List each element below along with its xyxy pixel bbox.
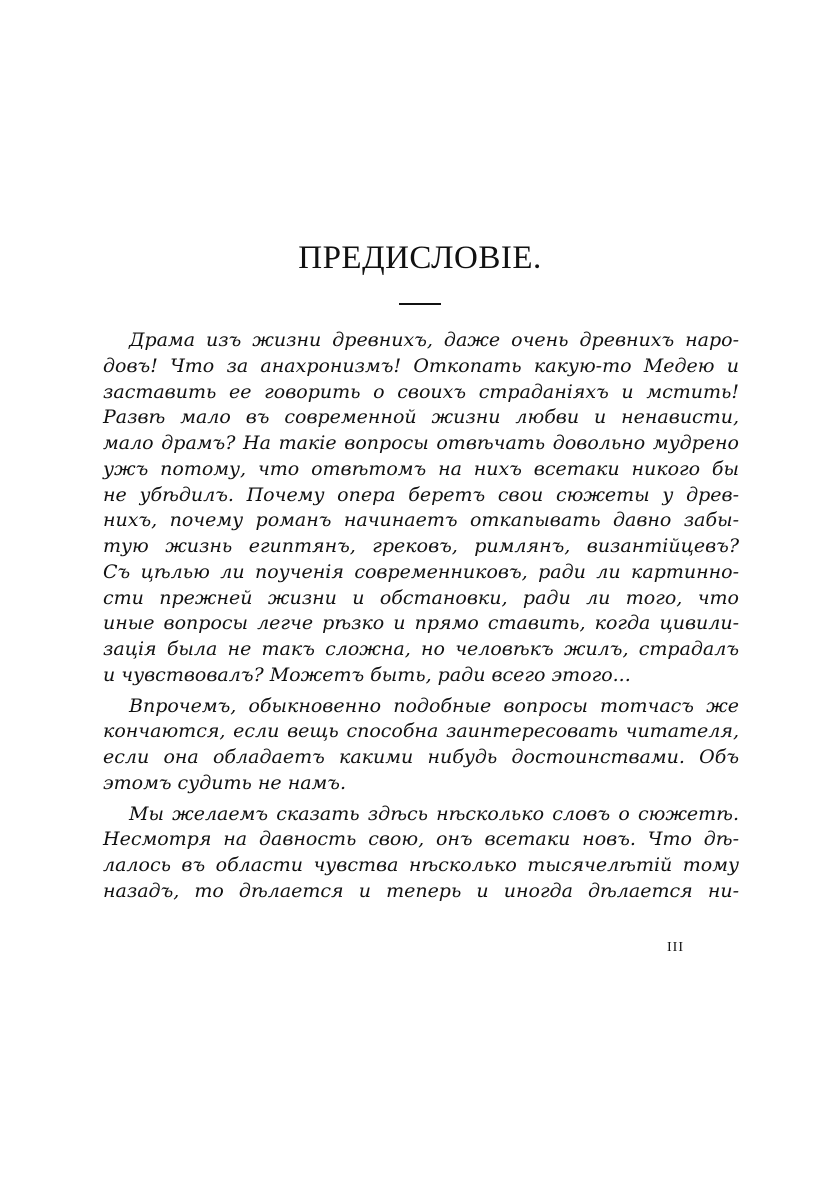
text-line: кончаются, если вещь способна заинтересовать читателя, [103, 720, 739, 743]
text-line: лалось въ области чувства нѣсколько тысячелѣтій тому [103, 854, 739, 876]
text-line: не убѣдилъ. Почему опера беретъ свои сюжеты у древ- [103, 483, 739, 506]
text-line: Мы желаемъ сказать здѣсь нѣсколько словъ о сюжетѣ. [129, 802, 739, 825]
title-divider [399, 303, 441, 305]
text-line: зація была не такъ сложна, но человѣкъ жилъ, страдалъ [103, 638, 739, 660]
preface-body [103, 328, 739, 905]
text-line: и чувствовалъ? Можетъ быть, ради всего этого... [103, 663, 631, 686]
text-line: ужъ потому, что отвѣтомъ на нихъ всетаки никого бы [103, 457, 739, 480]
text-line: иные вопросы легче рѣзко и прямо ставить, когда цивили- [103, 612, 739, 635]
text-line: Несмотря на давность свою, онъ всетаки новъ. Что дѣ- [103, 828, 739, 851]
text-line: нихъ, почему романъ начинаетъ откапывать давно забы- [103, 509, 739, 532]
page-number: III [667, 940, 684, 955]
text-line: если она обладаетъ какими нибудь достоинствами. Объ [103, 746, 739, 768]
page-title: ПРЕДИСЛОВІЕ. [298, 240, 542, 276]
text-line: Драма изъ жизни древнихъ, даже очень древнихъ наро- [129, 329, 739, 351]
paragraph-2 [103, 694, 739, 797]
text-line: Развѣ мало въ современной жизни любви и ненависти, [103, 406, 739, 429]
text-line: назадъ, то дѣлается и теперь и иногда дѣлается ни- [103, 879, 739, 902]
paragraph-3 [103, 802, 739, 905]
text-line: сти прежней жизни и обстановки, ради ли того, что [103, 586, 739, 609]
text-line: Съ цѣлью ли поученія современниковъ, ради ли картинно- [103, 560, 739, 583]
text-line: Впрочемъ, обыкновенно подобные вопросы тотчасъ же [129, 694, 739, 717]
text-line: мало драмъ? На такіе вопросы отвѣчать довольно мудрено [103, 432, 739, 454]
text-line: заставить ее говорить о своихъ страданіяхъ и мстить! [103, 380, 739, 403]
paragraph-1 [103, 328, 739, 689]
text-line: этомъ судить не намъ. [103, 771, 346, 794]
text-line: тую жизнь египтянъ, грековъ, римлянъ, византійцевъ? [103, 535, 739, 557]
text-line: довъ! Что за анахронизмъ! Откопать какую-то Медею и [103, 354, 739, 377]
